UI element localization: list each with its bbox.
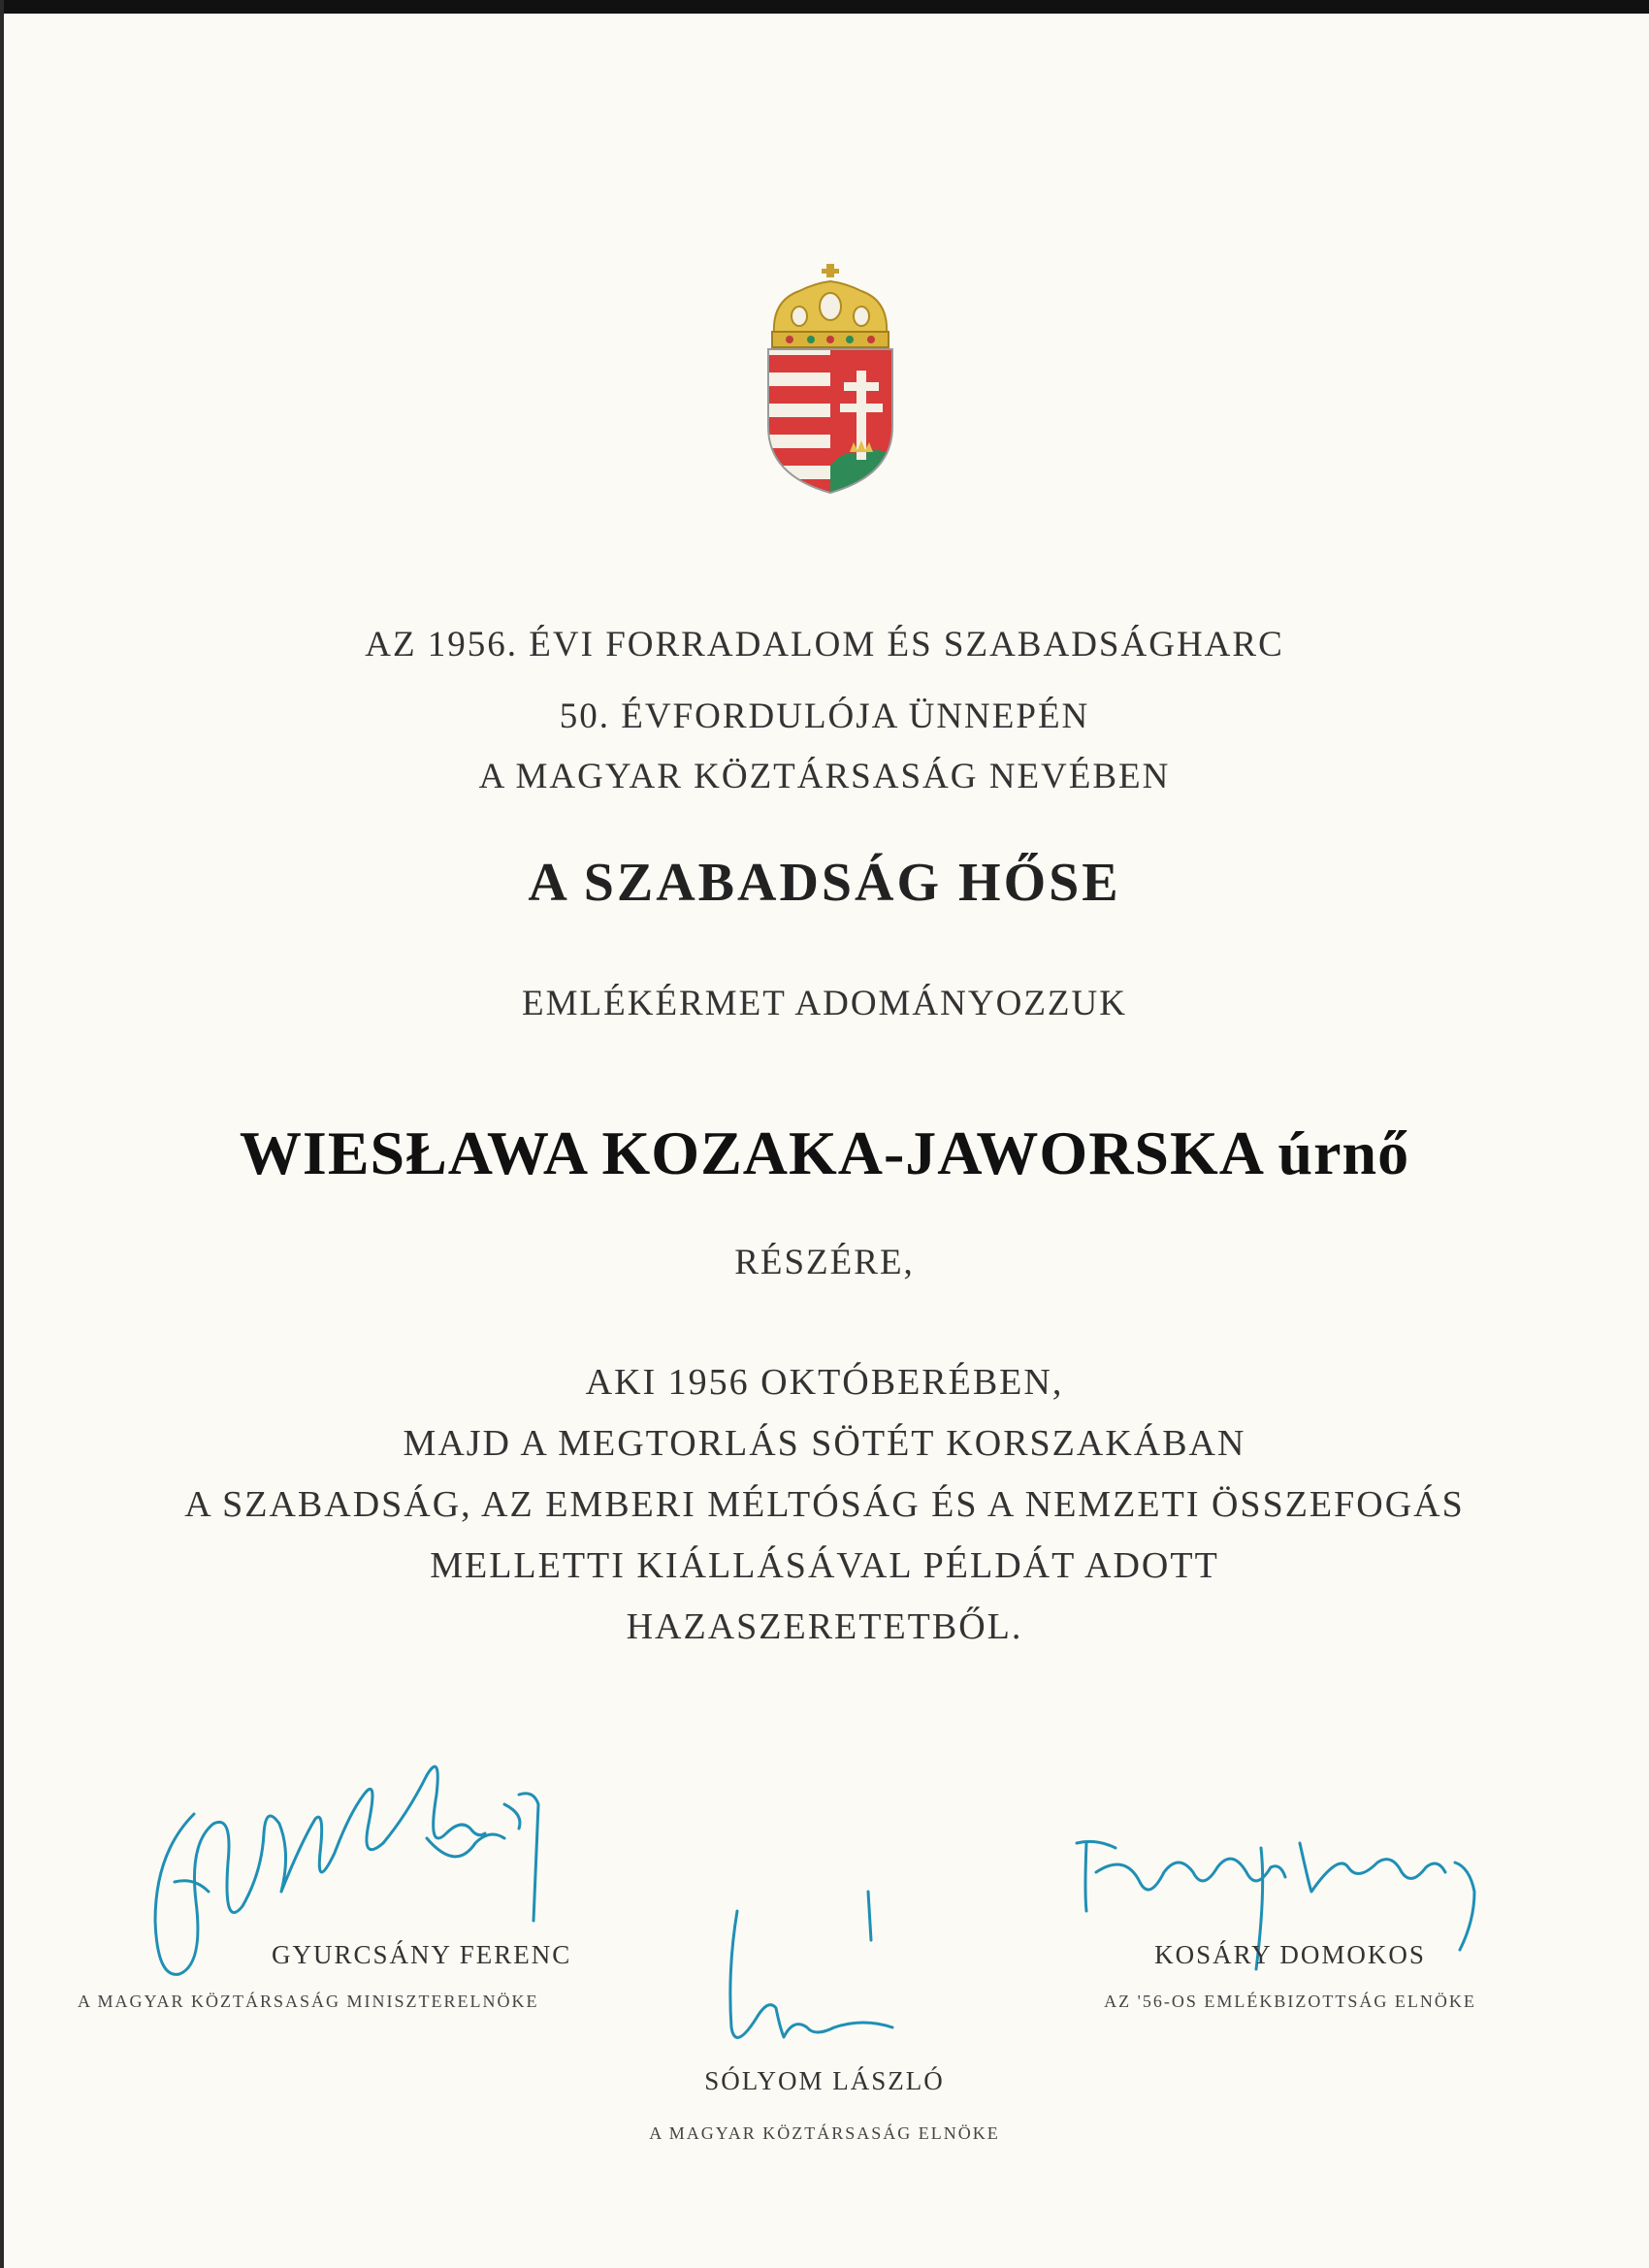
recipient-name: WIESŁAWA KOZAKA-JAWORSKA úrnő xyxy=(239,1118,1410,1187)
signatory-kosary xyxy=(1067,1940,1513,2012)
signature-solyom-icon xyxy=(698,1882,941,2076)
signatory-title: AZ '56-OS EMLÉKBIZOTTSÁG ELNÖKE xyxy=(1104,1992,1476,2011)
body-line-5: HAZASZERETETBŐL. xyxy=(626,1606,1023,1647)
signatory-name: GYURCSÁNY FERENC xyxy=(272,1940,572,1969)
holy-crown-icon xyxy=(772,264,889,347)
signatory-gyurcsany xyxy=(78,1940,621,2012)
body-line-2: MAJD A MEGTORLÁS SÖTÉT KORSZAKÁBAN xyxy=(403,1423,1246,1464)
signatory-name: SÓLYOM LÁSZLÓ xyxy=(704,2066,945,2095)
award-title: A SZABADSÁG HŐSE xyxy=(528,853,1121,913)
hungarian-coat-of-arms-icon xyxy=(760,262,900,495)
signatory-title: A MAGYAR KÖZTÁRSASÁG ELNÖKE xyxy=(649,2123,1000,2143)
signatory-solyom xyxy=(582,2066,1067,2144)
for-line: RÉSZÉRE, xyxy=(734,1243,915,1282)
intro-line-1: AZ 1956. ÉVI FORRADALOM ÉS SZABADSÁGHARC xyxy=(365,625,1284,664)
signatory-name: KOSÁRY DOMOKOS xyxy=(1154,1940,1426,1969)
scan-top-border xyxy=(0,0,1649,14)
intro-line-2: 50. ÉVFORDULÓJA ÜNNEPÉN xyxy=(559,697,1090,736)
shield-icon xyxy=(768,349,892,495)
intro-line-3: A MAGYAR KÖZTÁRSASÁG NEVÉBEN xyxy=(478,757,1171,796)
body-line-1: AKI 1956 OKTÓBERÉBEN, xyxy=(585,1362,1064,1403)
medal-line: EMLÉKÉRMET ADOMÁNYOZZUK xyxy=(522,984,1127,1023)
body-line-4: MELLETTI KIÁLLÁSÁVAL PÉLDÁT ADOTT xyxy=(430,1545,1219,1586)
signatory-title: A MAGYAR KÖZTÁRSASÁG MINISZTERELNÖKE xyxy=(78,1992,539,2011)
body-line-3: A SZABADSÁG, AZ EMBERI MÉLTÓSÁG ÉS A NEMZETI ÖSSZEFOGÁS xyxy=(184,1484,1465,1525)
